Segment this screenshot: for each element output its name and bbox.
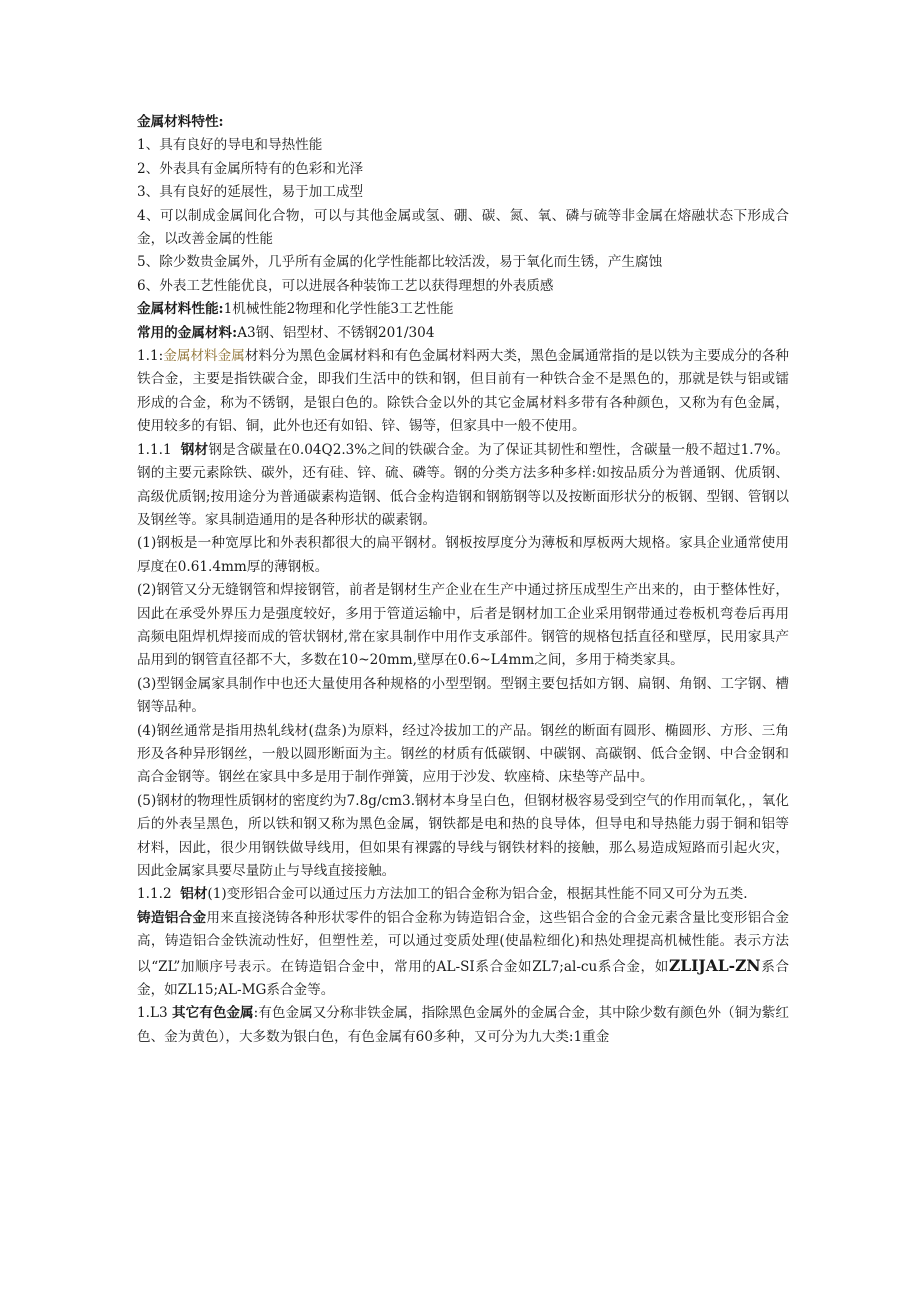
performance-line — [137, 298, 789, 321]
paragraph-cast-aluminum — [137, 907, 789, 1003]
paragraph-1-1-1 — [137, 439, 789, 533]
aluminum-label: 铝材 — [180, 886, 208, 903]
steel-label: 钢材 — [180, 441, 209, 458]
section-number: 1.1: — [137, 348, 164, 365]
paragraph-text: 钢是含碳量在0.04Q2.3%之间的铁碳合金。为了保证其韧性和塑性，含碳量一般不超过1.7%。钢的主要元素除铁、碳外，还有硅、锌、硫、磷等。钢的分类方法多种多样:如按品质分为普通钢、优质钢、高级优质钢;按用途分为普通碳素构造钢、低合金构造钢和钢筋钢等以及按断面形状分的板钢、型钢、管钢以及钢丝等。家具制造通用的是各种形状的碳素钢。 — [137, 441, 790, 528]
list-item: 6、外表工艺性能优良，可以进展各种装饰工艺以获得理想的外表质感 — [137, 277, 554, 294]
paragraph-1-1-2 — [137, 883, 789, 906]
common-materials-label: 常用的金属材料: — [137, 324, 238, 341]
list-item: 3、具有良好的延展性，易于加工成型 — [137, 184, 364, 201]
paragraph-text: 系合金，如ZL15;AL-MG系合金等。 — [137, 958, 790, 999]
paragraph-steel-plate: (1)钢板是一种宽厚比和外表积都很大的扁平钢材。钢板按厚度分为薄板和厚板两大规格。家具企业通常使用厚度在0.61.4mm厚的薄钢板。 — [137, 535, 789, 575]
alloy-code: ZLIJAL-ZN — [668, 955, 761, 975]
list-item: 4、可以制成金属间化合物，可以与其他金属或氢、硼、碳、氮、氧、磷与硫等非金属在熔融状态下形成合金，以改善金属的性能 — [137, 207, 789, 248]
paragraph-steel-properties: (5)钢材的物理性质钢材的密度约为7.8g/cm3.钢材本身呈白色，但钢材极容易受到空气的作用而氧化，，氧化后的外表呈黑色，所以铁和钢又称为黑色金属，钢铁都是电和热的良导体，但导电和导热能力弱于铜和铝等材料，因此，很少用钢铁做导线用，但如果有裸露的导线与钢铁材料的接触，那么易造成短路而引起火灾，因此金属家具要尽量防止与导线直接接触。 — [137, 792, 789, 879]
document-body — [137, 111, 789, 1049]
cast-aluminum-label: 铸造铝合金 — [137, 909, 207, 926]
common-materials-line — [137, 322, 789, 345]
paragraph-steel-pipe: (2)钢管又分无缝钢管和焊接钢管，前者是钢材生产企业在生产中通过挤压成型生产出来的，由于整体性好，因此在承受外界压力是强度较好，多用于管道运输中，后者是钢材加工企业采用钢带通过卷板机弯卷后再用高频电阻焊机焊接而成的管状钢材,常在家具制作中用作支承部件。钢管的规格包括直径和壁厚，民用家具产品用到的钢管直径都不大，多数在10~20mm,壁厚在0.6~L4mm之间，多用于椅类家具。 — [137, 582, 789, 669]
paragraph-text: (1)变形铝合金可以通过压力方法加工的铝合金称为铝合金，根据其性能不同又可分为五类. — [207, 886, 748, 903]
list-item: 1、具有良好的导电和导热性能 — [137, 137, 323, 154]
list-item: 5、除少数贵金属外，几乎所有金属的化学性能都比较活泼，易于氧化而生锈，产生腐蚀 — [137, 254, 663, 271]
performance-label: 金属材料性能: — [137, 301, 224, 318]
paragraph-text: 用来直接浇铸各种形状零件的铝合金称为铸造铝合金，这些铝合金的合金元素含量比变形铝合金高，铸造铝合金铁流动性好，但塑性差，可以通过变质处理(使晶粒细化)和热处理提高机械性能。表示方法以“ZL”加顺序号表示。在铸造铝合金中，常用的AL-SI系合金如ZL7;al-cu系合金，如 — [137, 909, 790, 975]
paragraph-1-1 — [137, 345, 789, 439]
performance-text: 1机械性能2物理和化学性能3工艺性能 — [223, 301, 454, 318]
other-nonferrous-label: 其它有色金属 — [171, 1005, 254, 1022]
paragraph-section-steel: (3)型钢金属家具制作中也还大量使用各种规格的小型型钢。型钢主要包括如方钢、扁钢、角钢、工字钢、槽钢等品种。 — [137, 675, 789, 716]
section-heading-properties: 金属材料特性: — [137, 114, 224, 130]
metal-materials-link[interactable]: 金属材料金属 — [163, 348, 245, 365]
paragraph-1-1-3 — [137, 1002, 789, 1049]
paragraph-text: 材料分为黑色金属材料和有色金属材料两大类，黑色金属通常指的是以铁为主要成分的各种铁合金，主要是指铁碳合金，即我们生活中的铁和钢，但目前有一种铁合金不是黑色的，那就是铁与铝或镭形成的合金，称为不锈钢，是银白色的。除铁合金以外的其它金属材料多带有各种颜色，又称为有色金属，使用较多的有铝、铜，此外也还有如铅、锌、锡等，但家具中一般不使用。 — [137, 348, 790, 435]
section-number: 1.1.2 — [137, 886, 181, 903]
list-item: 2、外表具有金属所特有的色彩和光泽 — [137, 160, 364, 177]
paragraph-text: :有色金属又分称非铁金属，指除黑色金属外的金属合金，其中除少数有颜色外（铜为紫红色、金为黄色），大多数为银白色，有色金属有60多种，又可分为九大类:1重金 — [137, 1005, 790, 1045]
common-materials-text: A3钢、铝型材、不锈钢201/304 — [237, 324, 435, 341]
section-number: 1.L3 — [137, 1005, 172, 1022]
paragraph-steel-wire: (4)钢丝通常是指用热轧线材(盘条)为原料，经过冷拔加工的产品。钢丝的断面有圆形、椭圆形、方形、三角形及各种异形钢丝，一般以圆形断面为主。钢丝的材质有低碳钢、中碳钢、高碳钢、低合金钢、中合金钢和高合金钢等。钢丝在家具中多是用于制作弹簧，应用于沙发、软座椅、床垫等产品中。 — [137, 722, 789, 786]
section-number: 1.1.1 — [137, 441, 181, 458]
